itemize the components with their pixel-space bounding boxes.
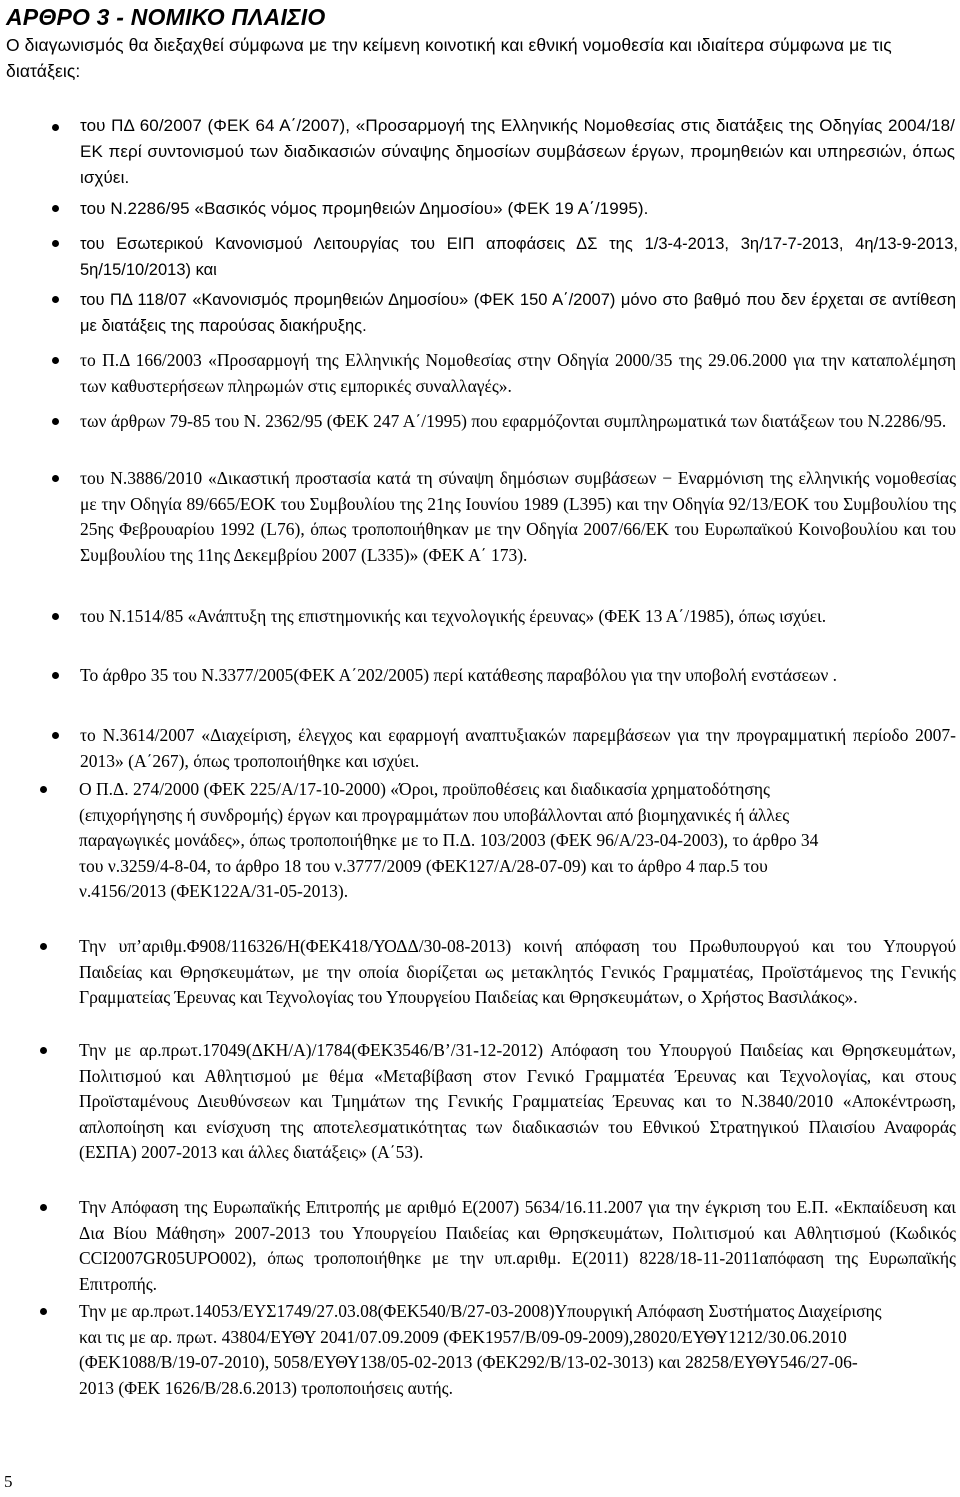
bullet-icon: [40, 786, 47, 793]
bullet-icon: [52, 357, 59, 364]
list-item-text: του Ν.3886/2010 «Δικαστική προστασία κατά τη σύναψη δημόσιων συμβάσεων − Εναρμόνιση της ελληνικής νομοθεσίας με την Οδηγία 89/665/ΕΟΚ του Συμβουλίου της 21ης Ιουνίου 1989 (L395) και την Οδηγία 92/13/ΕΟΚ του Συμβουλίου της 25ης Φεβρουαρίου 1992 (L76), όπως τροποποιήθηκαν με την Οδηγία 2007/66/ΕΚ του Ευρωπαϊκού Κοινοβουλίου και του Συμβουλίου της 11ης Δεκεμβρίου 2007 (L335)» (ΦΕΚ Α΄ 173).: [80, 468, 956, 565]
bullet-icon: [52, 672, 59, 679]
list-item-text: Την με αρ.πρωτ.17049(ΔΚΗ/Α)/1784(ΦΕΚ3546/Β’/31-12-2012) Απόφαση του Υπουργού Παιδείας και Θρησκευμάτων, Πολιτισμού και Αθλητισμού με θέμα «Μεταβίβαση στον Γενικό Γραμματέα Έρευνας και Τεχνολογίας, και στους Προϊσταμένους Διευθύνσεων και Τμημάτων της Γενικής Γραμματείας Έρευνας και το Ν.3840/2010 «Αποκέντρωση, απλοποίηση και ενίσχυση της αποτελεσματικότητας των διαδικασιών του Εθνικού Στρατηγικού Πλαισίου Αναφοράς (ΕΣΠΑ) 2007-2013 και άλλες διατάξεις» (Α΄53).: [79, 1040, 956, 1162]
bullet-icon: [52, 732, 59, 739]
bullet-icon: [52, 240, 59, 247]
list-item-text: του Ν.1514/85 «Ανάπτυξη της επιστημονικής και τεχνολογικής έρευνας» (ΦΕΚ 13 Α΄/1985), όπως ισχύει.: [80, 606, 827, 626]
bullet-icon: [52, 475, 59, 482]
bullet-icon: [52, 205, 59, 212]
bullet-icon: [52, 296, 59, 303]
bullet-icon: [52, 418, 59, 425]
list-item-text: Ο Π.Δ. 274/2000 (ΦΕΚ 225/Α/17-10-2000) «Όροι, προϋποθέσεις και διαδικασία χρηματοδότησης (επιχορήγησης ή συνδρομής) έργων και προγραμμάτων που υποβάλλονται από βιομηχανικές ή άλλες παραγωγικές μονάδες», όπως τροποποιήθηκε με το Π.Δ. 103/2003 (ΦΕΚ 96/Α/23-04-2003), το άρθρο 34 του ν.3259/4-8-04, το άρθρο 18 του ν.3777/2009 (ΦΕΚ127/Α/28-07-09) και το άρθρο 4 παρ.5 του ν.4156/2013 (ΦΕΚ122Α/31-05-2013).: [79, 779, 819, 901]
list-item-text: των άρθρων 79-85 του Ν. 2362/95 (ΦΕΚ 247 Α΄/1995) που εφαρμόζονται συμπληρωματικά των διατάξεων του Ν.2286/95.: [80, 411, 947, 431]
bullet-icon: [40, 1047, 47, 1054]
list-item-text: το Π.Δ 166/2003 «Προσαρμογή της Ελληνικής Νομοθεσίας στην Οδηγία 2000/35 της 29.06.2000 για την καταπολέμηση των καθυστερήσεων πληρωμών στις εμπορικές συναλλαγές».: [80, 350, 956, 396]
bullet-icon: [52, 613, 59, 620]
bullet-icon: [40, 1308, 47, 1315]
list-item-text: του Εσωτερικού Κανονισμού Λειτουργίας του ΕΙΠ αποφάσεις ΔΣ της 1/3-4-2013, 3η/17-7-2013, 4η/13-9-2013, 5η/15/10/2013) και: [80, 235, 958, 279]
bullet-icon: [40, 1204, 47, 1211]
list-item-text: του ΠΔ 118/07 «Κανονισμός προμηθειών Δημοσίου» (ΦΕΚ 150 Α΄/2007) μόνο στο βαθμό που δεν έρχεται σε αντίθεση με διατάξεις της παρούσας διακήρυξης.: [80, 291, 956, 335]
intro-paragraph: Ο διαγωνισμός θα διεξαχθεί σύμφωνα με την κείμενη κοινοτική και εθνική νομοθεσία και ιδιαίτερα σύμφωνα με τις διατάξεις:: [6, 35, 892, 81]
bullet-icon: [52, 124, 59, 131]
page-number: 5: [4, 1472, 13, 1491]
bullet-icon: [40, 943, 47, 950]
article-heading: ΑΡΘΡΟ 3 - ΝΟΜΙΚΟ ΠΛΑΙΣΙΟ: [6, 4, 326, 30]
list-item-text: Την υπ’αριθμ.Φ908/116326/Η(ΦΕΚ418/ΥΟΔΔ/30-08-2013) κοινή απόφαση του Πρωθυπουργού και του Υπουργού Παιδείας και Θρησκευμάτων, με την οποία διορίζεται ως μετακλητός Γενικός Γραμματέας, Προϊστάμενος της Γενικής Γραμματείας Έρευνας και Τεχνολογίας του Υπουργείου Παιδείας και Θρησκευμάτων, ο Χρήστος Βασιλάκος».: [79, 936, 956, 1007]
list-item-text: του ΠΔ 60/2007 (ΦΕΚ 64 Α΄/2007), «Προσαρμογή της Ελληνικής Νομοθεσίας στις διατάξεις της Οδηγίας 2004/18/ΕΚ περί συντονισμού των διαδικασιών σύναψης δημοσίων συμβάσεων έργων, προμηθειών και υπηρεσιών, όπως ισχύει.: [80, 116, 955, 187]
list-item-text: Την Απόφαση της Ευρωπαϊκής Επιτροπής με αριθμό Ε(2007) 5634/16.11.2007 για την έγκριση του Ε.Π. «Εκπαίδευση και Δια Βίου Μάθηση» 2007-2013 του Υπουργείου Παιδείας και Θρησκευμάτων, Πολιτισμού και Αθλητισμού (Κωδικός CCI2007GR05UPO002), όπως τροποποιήθηκε με την υπ.αριθμ. Ε(2011) 8228/18-11-2011απόφαση της Ευρωπαϊκής Επιτροπής.: [79, 1197, 956, 1294]
list-item-text: του Ν.2286/95 «Βασικός νόμος προμηθειών Δημοσίου» (ΦΕΚ 19 Α΄/1995).: [80, 199, 649, 218]
list-item-text: Την με αρ.πρωτ.14053/ΕΥΣ1749/27.03.08(ΦΕΚ540/Β/27-03-2008)Υπουργική Απόφαση Συστήματος Διαχείρισης και τις με αρ. πρωτ. 43804/ΕΥΘΥ 2041/07.09.2009 (ΦΕΚ1957/Β/09-09-2009),28020/ΕΥΘΥ1212/30.06.2010 (ΦΕΚ1088/Β/19-07-2010), 5058/ΕΥΘΥ138/05-02-2013 (ΦΕΚ292/Β/13-02-3013) και 28258/ΕΥΘΥ546/27-06-2013 (ΦΕΚ 1626/Β/28.6.2013) τροποποιήσεις αυτής.: [79, 1301, 882, 1398]
list-item-text: το Ν.3614/2007 «Διαχείριση, έλεγχος και εφαρμογή αναπτυξιακών παρεμβάσεων για την προγραμματική περίοδο 2007-2013» (Α΄267), όπως τροποποιήθηκε και ισχύει.: [80, 725, 956, 771]
list-item-text: Το άρθρο 35 του Ν.3377/2005(ΦΕΚ Α΄202/2005) περί κατάθεσης παραβόλου για την υποβολή ενστάσεων .: [80, 665, 838, 685]
